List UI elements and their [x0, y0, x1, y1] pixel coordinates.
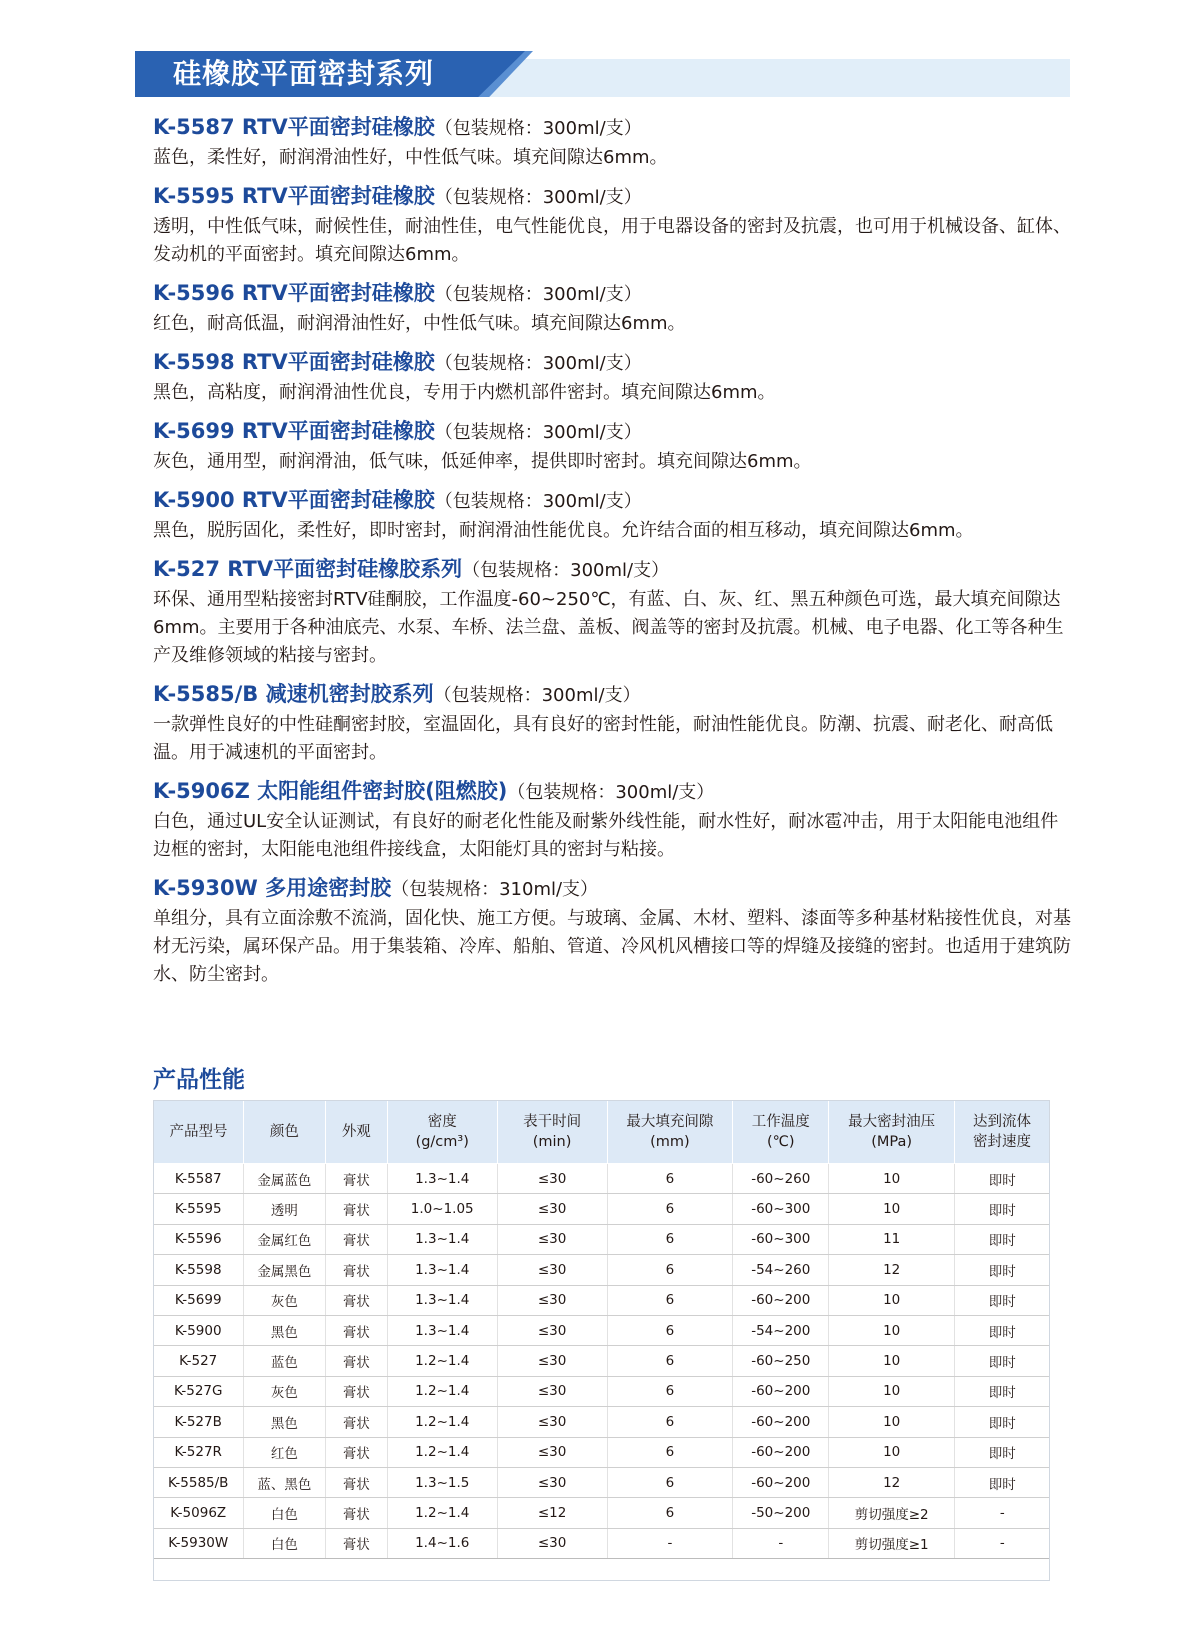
- table-cell: 即时: [955, 1164, 1050, 1194]
- performance-title: 产品性能: [153, 1067, 245, 1093]
- table-cell: 1.3~1.4: [387, 1315, 497, 1345]
- table-row: [154, 1498, 1050, 1528]
- product-name: K-5930W 多用途密封胶: [153, 876, 392, 900]
- product-item: [153, 776, 1073, 864]
- table-header-cell: [607, 1101, 733, 1164]
- table-cell: 膏状: [325, 1194, 387, 1224]
- table-cell: 10: [829, 1315, 955, 1345]
- header-line-1: 表干时间: [523, 1114, 582, 1130]
- performance-table: [153, 1100, 1050, 1559]
- table-cell: 1.3~1.5: [387, 1467, 497, 1497]
- table-cell: ≤30: [497, 1224, 607, 1254]
- table-row: [154, 1255, 1050, 1285]
- product-pack-spec: （包装规格：300ml/支）: [434, 353, 642, 374]
- table-header-cell: [497, 1101, 607, 1164]
- header-line-1: 最大密封油压: [848, 1114, 936, 1130]
- header-line-1: 最大填充间隙: [626, 1114, 714, 1130]
- table-cell: 6: [607, 1194, 733, 1224]
- table-cell: 膏状: [325, 1498, 387, 1528]
- product-name: K-5699 RTV平面密封硅橡胶: [153, 419, 435, 443]
- product-item: [153, 416, 1073, 476]
- product-name: K-5596 RTV平面密封硅橡胶: [153, 281, 435, 305]
- header-line-1: 外观: [341, 1124, 371, 1140]
- table-cell: ≤30: [497, 1467, 607, 1497]
- table-cell: 12: [829, 1255, 955, 1285]
- header-line-1: 颜色: [269, 1124, 299, 1140]
- table-cell: K-5900: [154, 1315, 244, 1345]
- table-cell: 即时: [955, 1255, 1050, 1285]
- table-cell: K-5585/B: [154, 1467, 244, 1497]
- product-pack-spec: （包装规格：300ml/支）: [462, 560, 670, 581]
- table-cell: -60~200: [733, 1285, 829, 1315]
- table-cell: 膏状: [325, 1467, 387, 1497]
- product-description: 红色，耐高低温，耐润滑油性好，中性低气味。填充间隙达6mm。: [153, 313, 686, 334]
- product-pack-spec: （包装规格：300ml/支）: [507, 782, 715, 803]
- table-cell: 膏状: [325, 1437, 387, 1467]
- table-cell: 6: [607, 1255, 733, 1285]
- table-cell: 6: [607, 1437, 733, 1467]
- table-cell: 灰色: [243, 1376, 325, 1406]
- table-cell: -60~200: [733, 1376, 829, 1406]
- table-cell: -50~200: [733, 1498, 829, 1528]
- table-cell: 6: [607, 1315, 733, 1345]
- table-cell: 即时: [955, 1346, 1050, 1376]
- product-description: 单组分，具有立面涂敷不流淌，固化快、施工方便。与玻璃、金属、木材、塑料、漆面等多种基材粘接性优良，对基材无污染，属环保产品。用于集装箱、冷库、船舶、管道、冷风机风槽接口等的焊缝及接缝的密封。也适用于建筑防水、防尘密封。: [153, 908, 1071, 985]
- product-description: 灰色，通用型，耐润滑油，低气味，低延伸率，提供即时密封。填充间隙达6mm。: [153, 451, 812, 472]
- table-header-cell: [733, 1101, 829, 1164]
- table-cell: 1.3~1.4: [387, 1164, 497, 1194]
- table-cell: 6: [607, 1467, 733, 1497]
- product-item: [153, 181, 1073, 269]
- product-description: 透明，中性低气味，耐候性佳，耐油性佳，电气性能优良，用于电器设备的密封及抗震，也可用于机械设备、缸体、发动机的平面密封。填充间隙达6mm。: [153, 216, 1071, 265]
- product-title: [153, 278, 1073, 310]
- table-cell: 1.2~1.4: [387, 1407, 497, 1437]
- table-cell: K-5587: [154, 1164, 244, 1194]
- table-cell: 11: [829, 1224, 955, 1254]
- table-cell: -60~200: [733, 1437, 829, 1467]
- table-cell: -: [733, 1528, 829, 1558]
- table-cell: 蓝、黑色: [243, 1467, 325, 1497]
- table-row: [154, 1437, 1050, 1467]
- table-cell: ≤30: [497, 1255, 607, 1285]
- table-cell: ≤12: [497, 1498, 607, 1528]
- table-cell: 1.3~1.4: [387, 1285, 497, 1315]
- product-title: [153, 485, 1073, 517]
- table-cell: 10: [829, 1346, 955, 1376]
- table-cell: 10: [829, 1407, 955, 1437]
- table-cell: 金属红色: [243, 1224, 325, 1254]
- table-cell: 即时: [955, 1285, 1050, 1315]
- table-cell: 黑色: [243, 1407, 325, 1437]
- table-row: [154, 1407, 1050, 1437]
- table-header-cell: [154, 1101, 244, 1164]
- table-row: [154, 1467, 1050, 1497]
- table-cell: K-5096Z: [154, 1498, 244, 1528]
- table-cell: 黑色: [243, 1315, 325, 1345]
- product-title: [153, 679, 1073, 711]
- table-cell: -: [955, 1498, 1050, 1528]
- table-cell: 膏状: [325, 1528, 387, 1558]
- header-line-1: 密度: [427, 1114, 457, 1130]
- table-cell: -60~300: [733, 1224, 829, 1254]
- table-cell: 灰色: [243, 1285, 325, 1315]
- product-name: K-5585/B 减速机密封胶系列: [153, 682, 434, 706]
- table-cell: 膏状: [325, 1224, 387, 1254]
- product-title: [153, 112, 1073, 144]
- table-cell: 膏状: [325, 1346, 387, 1376]
- table-cell: 12: [829, 1467, 955, 1497]
- table-row: [154, 1346, 1050, 1376]
- table-cell: ≤30: [497, 1285, 607, 1315]
- table-cell: K-527: [154, 1346, 244, 1376]
- table-cell: 膏状: [325, 1315, 387, 1345]
- table-cell: ≤30: [497, 1437, 607, 1467]
- product-title: [153, 873, 1073, 905]
- table-header-row: [154, 1101, 1050, 1164]
- product-item: [153, 112, 1073, 172]
- table-cell: 即时: [955, 1194, 1050, 1224]
- table-cell: 1.3~1.4: [387, 1224, 497, 1254]
- table-cell: 6: [607, 1407, 733, 1437]
- table-cell: -60~250: [733, 1346, 829, 1376]
- table-cell: ≤30: [497, 1407, 607, 1437]
- table-header-cell: [955, 1101, 1050, 1164]
- table-cell: 即时: [955, 1315, 1050, 1345]
- table-cell: K-5596: [154, 1224, 244, 1254]
- table-cell: -: [955, 1528, 1050, 1558]
- table-cell: K-527R: [154, 1437, 244, 1467]
- product-pack-spec: （包装规格：300ml/支）: [434, 491, 642, 512]
- table-cell: K-5699: [154, 1285, 244, 1315]
- table-row: [154, 1315, 1050, 1345]
- product-item: [153, 485, 1073, 545]
- table-cell: 10: [829, 1437, 955, 1467]
- table-cell: -60~200: [733, 1467, 829, 1497]
- table-cell: 6: [607, 1285, 733, 1315]
- product-name: K-527 RTV平面密封硅橡胶系列: [153, 557, 463, 581]
- table-cell: -60~200: [733, 1407, 829, 1437]
- table-cell: 膏状: [325, 1285, 387, 1315]
- table-cell: 膏状: [325, 1376, 387, 1406]
- table-cell: 10: [829, 1194, 955, 1224]
- table-cell: 膏状: [325, 1255, 387, 1285]
- table-cell: 剪切强度≥1: [829, 1528, 955, 1558]
- table-cell: 6: [607, 1224, 733, 1254]
- product-item: [153, 679, 1073, 767]
- table-cell: 1.2~1.4: [387, 1376, 497, 1406]
- product-pack-spec: （包装规格：310ml/支）: [391, 879, 599, 900]
- header-line-1: 工作温度: [751, 1114, 810, 1130]
- product-title: [153, 416, 1073, 448]
- table-row: [154, 1285, 1050, 1315]
- table-header-cell: [243, 1101, 325, 1164]
- product-description: 一款弹性良好的中性硅酮密封胶，室温固化，具有良好的密封性能，耐油性能优良。防潮、抗震、耐老化、耐高低温。用于减速机的平面密封。: [153, 714, 1053, 763]
- table-cell: 1.2~1.4: [387, 1346, 497, 1376]
- table-row: [154, 1376, 1050, 1406]
- header-line-2: (g/cm³): [415, 1134, 469, 1150]
- product-item: [153, 873, 1073, 989]
- product-description: 白色，通过UL安全认证测试，有良好的耐老化性能及耐紫外线性能，耐水性好，耐冰雹冲击，用于太阳能电池组件边框的密封，太阳能电池组件接线盒，太阳能灯具的密封与粘接。: [153, 811, 1059, 860]
- table-cell: 6: [607, 1346, 733, 1376]
- table-cell: -54~200: [733, 1315, 829, 1345]
- table-header-cell: [325, 1101, 387, 1164]
- header-line-2: (mm): [650, 1134, 690, 1150]
- product-pack-spec: （包装规格：300ml/支）: [434, 284, 642, 305]
- table-row: [154, 1194, 1050, 1224]
- product-pack-spec: （包装规格：300ml/支）: [433, 685, 641, 706]
- table-cell: ≤30: [497, 1376, 607, 1406]
- table-row: [154, 1224, 1050, 1254]
- table-cell: -60~260: [733, 1164, 829, 1194]
- table-cell: -: [607, 1528, 733, 1558]
- product-item: [153, 278, 1073, 338]
- product-title: [153, 181, 1073, 213]
- product-name: K-5587 RTV平面密封硅橡胶: [153, 115, 435, 139]
- table-header-cell: [829, 1101, 955, 1164]
- table-cell: ≤30: [497, 1346, 607, 1376]
- product-pack-spec: （包装规格：300ml/支）: [434, 187, 642, 208]
- product-name: K-5598 RTV平面密封硅橡胶: [153, 350, 435, 374]
- table-cell: 蓝色: [243, 1346, 325, 1376]
- table-row: [154, 1528, 1050, 1558]
- table-cell: 即时: [955, 1467, 1050, 1497]
- header-line-2: (min): [532, 1134, 572, 1150]
- table-cell: 1.2~1.4: [387, 1437, 497, 1467]
- table-cell: 10: [829, 1164, 955, 1194]
- table-cell: 1.4~1.6: [387, 1528, 497, 1558]
- product-title: [153, 347, 1073, 379]
- table-cell: 6: [607, 1376, 733, 1406]
- header-line-1: 产品型号: [169, 1124, 228, 1140]
- table-cell: 1.2~1.4: [387, 1498, 497, 1528]
- table-cell: 膏状: [325, 1407, 387, 1437]
- product-description: 蓝色，柔性好，耐润滑油性好，中性低气味。填充间隙达6mm。: [153, 147, 668, 168]
- table-cell: -54~260: [733, 1255, 829, 1285]
- table-cell: 6: [607, 1498, 733, 1528]
- header-line-2: 密封速度: [973, 1134, 1032, 1150]
- table-cell: ≤30: [497, 1164, 607, 1194]
- table-cell: 10: [829, 1285, 955, 1315]
- table-row: [154, 1164, 1050, 1194]
- product-title: [153, 776, 1073, 808]
- table-cell: 金属黑色: [243, 1255, 325, 1285]
- product-description: 黑色，脱肟固化，柔性好，即时密封，耐润滑油性能优良。允许结合面的相互移动，填充间隙达6mm。: [153, 520, 974, 541]
- table-cell: K-527G: [154, 1376, 244, 1406]
- header-line-1: 达到流体: [973, 1114, 1032, 1130]
- table-cell: 即时: [955, 1407, 1050, 1437]
- table-cell: 1.3~1.4: [387, 1255, 497, 1285]
- table-cell: 透明: [243, 1194, 325, 1224]
- product-description: 黑色，高粘度，耐润滑油性优良，专用于内燃机部件密封。填充间隙达6mm。: [153, 382, 776, 403]
- table-cell: K-5598: [154, 1255, 244, 1285]
- product-item: [153, 347, 1073, 407]
- product-title: [153, 554, 1073, 586]
- header-line-2: (MPa): [871, 1134, 913, 1150]
- table-cell: 膏状: [325, 1164, 387, 1194]
- header-line-2: (℃): [766, 1134, 795, 1150]
- product-name: K-5906Z 太阳能组件密封胶(阻燃胶): [153, 779, 508, 803]
- table-cell: ≤30: [497, 1315, 607, 1345]
- product-name: K-5595 RTV平面密封硅橡胶: [153, 184, 435, 208]
- table-cell: 即时: [955, 1224, 1050, 1254]
- product-pack-spec: （包装规格：300ml/支）: [434, 118, 642, 139]
- table-cell: 剪切强度≥2: [829, 1498, 955, 1528]
- table-cell: 即时: [955, 1437, 1050, 1467]
- table-cell: ≤30: [497, 1194, 607, 1224]
- table-cell: 金属蓝色: [243, 1164, 325, 1194]
- table-cell: 白色: [243, 1498, 325, 1528]
- table-cell: 即时: [955, 1376, 1050, 1406]
- table-cell: K-5930W: [154, 1528, 244, 1558]
- product-pack-spec: （包装规格：300ml/支）: [434, 422, 642, 443]
- table-cell: 红色: [243, 1437, 325, 1467]
- section-title: 硅橡胶平面密封系列: [173, 57, 435, 90]
- product-list: [153, 112, 1073, 998]
- product-name: K-5900 RTV平面密封硅橡胶: [153, 488, 435, 512]
- table-cell: -60~300: [733, 1194, 829, 1224]
- table-cell: 1.0~1.05: [387, 1194, 497, 1224]
- table-body: [154, 1164, 1050, 1559]
- product-description: 环保、通用型粘接密封RTV硅酮胶，工作温度-60~250℃，有蓝、白、灰、红、黑五种颜色可选，最大填充间隙达6mm。主要用于各种油底壳、水泵、车桥、法兰盘、盖板、阀盖等的密封及抗震。机械、电子电器、化工等各种生产及维修领域的粘接与密封。: [153, 589, 1064, 666]
- table-header-cell: [387, 1101, 497, 1164]
- table-cell: K-527B: [154, 1407, 244, 1437]
- table-cell: K-5595: [154, 1194, 244, 1224]
- table-cell: ≤30: [497, 1528, 607, 1558]
- table-cell: 6: [607, 1164, 733, 1194]
- table-cell: 白色: [243, 1528, 325, 1558]
- table-cell: 10: [829, 1376, 955, 1406]
- product-item: [153, 554, 1073, 670]
